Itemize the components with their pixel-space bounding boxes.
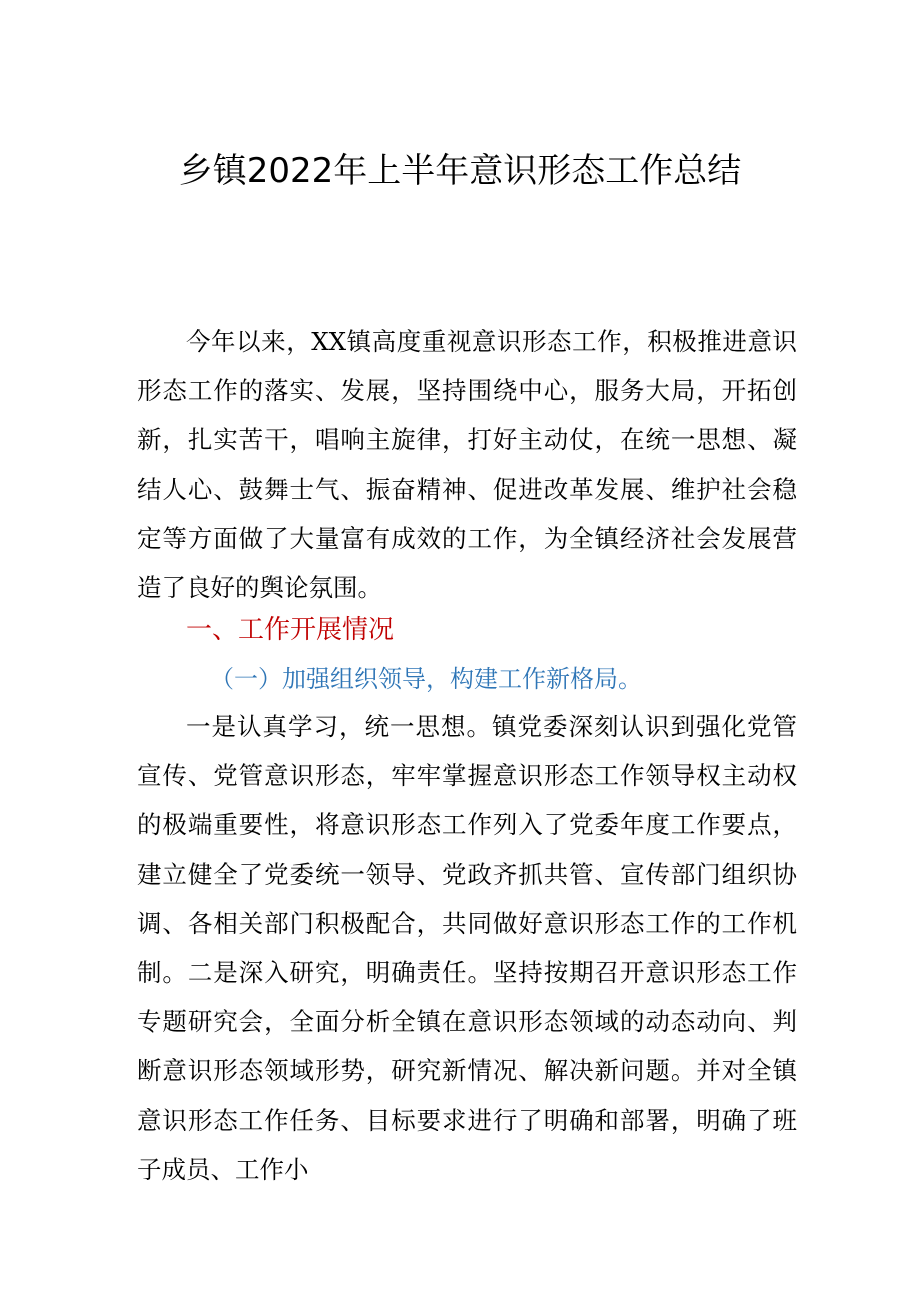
sub-heading: （一）加强组织领导，构建工作新格局。 <box>210 665 642 693</box>
intro-paragraph: 今年以来，XX镇高度重视意识形态工作，积极推进意识形态工作的落实、发展，坚持围绕中心，服务大局，开拓创新，扎实苦干，唱响主旋律，打好主动仗，在统一思想、凝结人心、鼓舞士气、振奋精神、促进改革发展、维护社会稳定等方面做了大量富有成效的工作，为全镇经济社会发展营造了良好的舆论氛围。 <box>137 327 797 603</box>
document-title: 乡镇2022年上半年意识形态工作总结 <box>178 151 742 191</box>
section-heading: 一、工作开展情况 <box>186 615 395 645</box>
body-paragraph: 一是认真学习，统一思想。镇党委深刻认识到强化党管宣传、党管意识形态，牢牢掌握意识形态工作领导权主动权的极端重要性，将意识形态工作列入了党委年度工作要点，建立健全了党委统一领导、党政齐抓共管、宣传部门组织协调、各相关部门积极配合，共同做好意识形态工作的工作机制。二是深入研究，明确责任。坚持按期召开意识形态工作专题研究会，全面分析全镇在意识形态领域的动态动向、判断意识形态领域形势，研究新情况、解决新问题。并对全镇意识形态工作任务、目标要求进行了明确和部署，明确了班子成员、工作小 <box>137 712 797 1184</box>
